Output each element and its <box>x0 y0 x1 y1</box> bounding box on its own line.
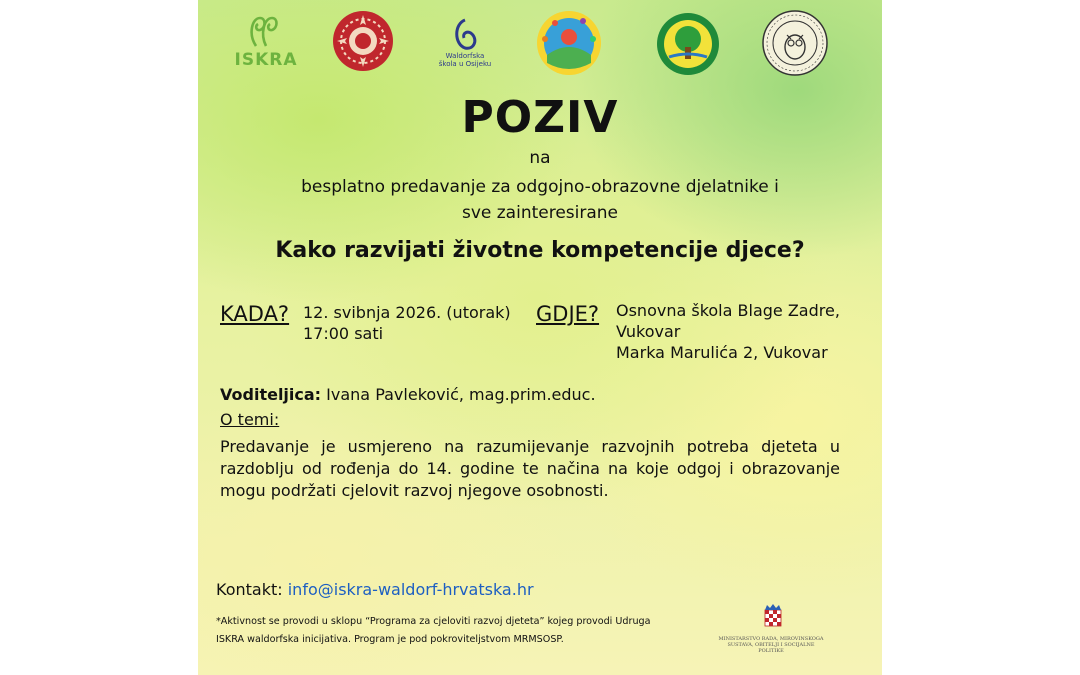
tree-badge-icon <box>655 11 721 77</box>
croatia-coat-of-arms <box>764 604 782 636</box>
ministry-name: MINISTARSTVO RADA, MIROVINSKOGA SUSTAVA, OBITELJI I SOCIJALNE POLITIKE <box>718 636 824 654</box>
leader-name: Ivana Pavleković, mag.prim.educ. <box>326 385 596 404</box>
coat-of-arms-icon <box>764 604 782 632</box>
iskra-spiral-icon <box>246 12 286 50</box>
ornament-icon <box>331 9 395 73</box>
event-time: 17:00 sati <box>303 324 384 343</box>
waldorf-osijek-logo <box>430 10 500 76</box>
when-label: KADA? <box>220 302 290 326</box>
event-date: 12. svibnja 2026. (utorak) <box>303 303 511 322</box>
iskra-logo <box>236 10 296 72</box>
contact-label: Kontakt: <box>216 580 283 599</box>
footnote-line-2: ISKRA waldorfska inicijativa. Program je pod pokroviteljstvom MRMSOSP. <box>216 634 564 645</box>
mala-akademija-logo <box>760 8 830 78</box>
footnote-line-1: *Aktivnost se provodi u sklopu “Programa za cjeloviti razvoj djeteta” kojeg provodi Udruga <box>216 616 651 627</box>
poster-subtitle <box>198 174 882 226</box>
contact-email-link[interactable]: info@iskra-waldorf-hrvatska.hr <box>287 580 534 599</box>
where-label: GDJE? <box>536 302 600 326</box>
colorful-circle-logo <box>534 8 604 78</box>
subtitle-line-1: besplatno predavanje za odgojno-obrazovne djelatnike i <box>301 177 779 197</box>
topic-description: Predavanje je usmjereno na razumijevanje razvojnih potreba djeteta u razdoblju od rođenja do 14. godine te načina na koje odgoj i obrazovanje mogu podržati cjelovit razvoj njegove osobnosti. <box>220 437 840 500</box>
venue-line-1: Osnovna škola Blage Zadre, <box>616 301 840 320</box>
waldorf-logo-line2: škola u Osijeku <box>438 60 492 68</box>
contact <box>216 580 534 599</box>
when-details <box>303 302 511 344</box>
venue-line-2: Vukovar <box>616 322 681 341</box>
iskra-logo-text: ISKRA <box>234 50 298 70</box>
owl-seal-icon <box>761 9 829 77</box>
subtitle-line-2: sve zainteresirane <box>461 203 619 223</box>
invitation-poster <box>198 0 882 675</box>
topic-label: O temi: <box>220 410 280 429</box>
lecture-title: Kako razvijati životne kompetencije djece? <box>275 238 805 263</box>
red-ornament-logo <box>330 8 396 74</box>
footnote <box>216 613 686 649</box>
colorful-badge-icon <box>535 9 603 77</box>
where-details <box>616 300 840 363</box>
venue-address: Marka Marulića 2, Vukovar <box>616 343 828 362</box>
waldorf-logo-line1: Waldorfska <box>445 52 485 60</box>
poster-na: na <box>529 148 551 168</box>
green-tree-logo <box>654 10 722 78</box>
waldorf-spiral-icon <box>450 18 480 52</box>
leader <box>220 385 596 404</box>
poster-title: POZIV <box>461 92 619 143</box>
leader-label: Voditeljica: <box>220 385 322 404</box>
